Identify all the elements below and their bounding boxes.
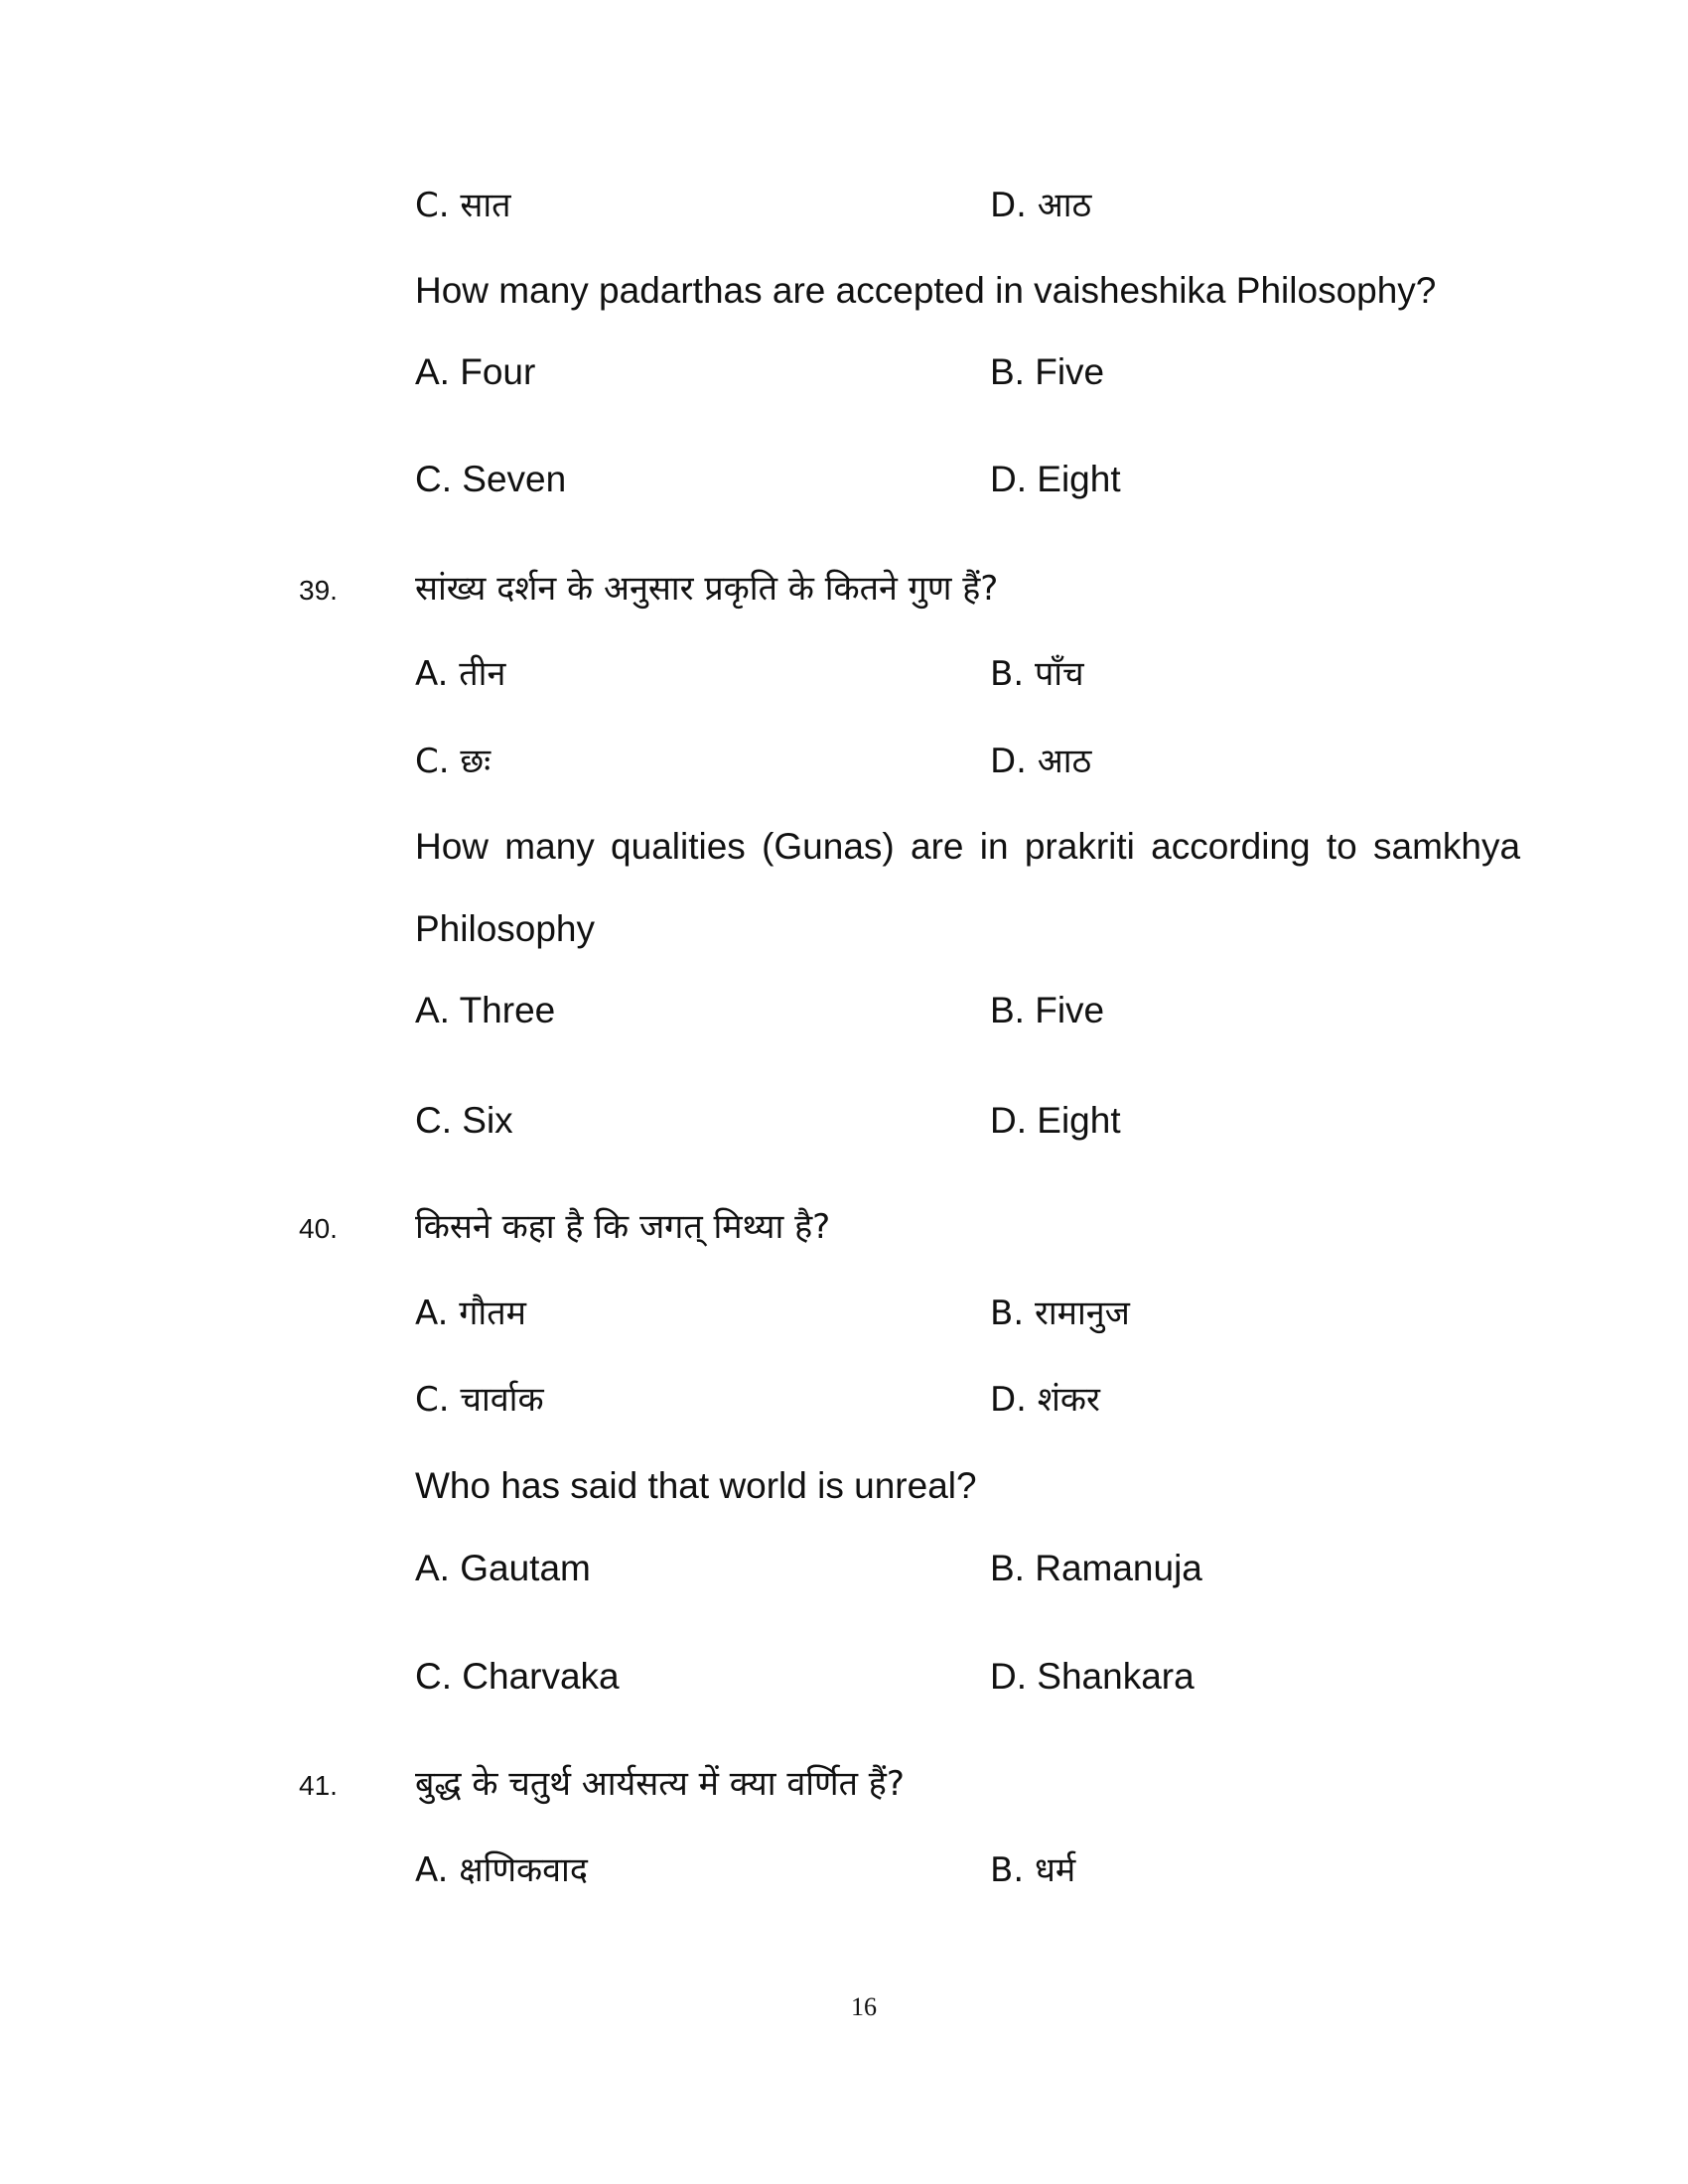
q41-hindi-option-a: A. क्षणिकवाद bbox=[415, 1850, 588, 1890]
q39-english-question-line2: Philosophy bbox=[415, 908, 596, 949]
q38-hindi-option-c: C. सात bbox=[415, 186, 511, 225]
question-number-40: 40. bbox=[299, 1213, 338, 1244]
q41-hindi-option-b: B. धर्म bbox=[990, 1850, 1076, 1890]
q39-english-option-b: B. Five bbox=[990, 990, 1105, 1030]
q39-english-option-a: A. Three bbox=[415, 990, 556, 1030]
q38-english-option-a: A. Four bbox=[415, 351, 536, 392]
q39-english-question-line1: How many qualities (Gunas) are in prakriti according to samkhya bbox=[415, 826, 1521, 867]
q40-hindi-question: किसने कहा है कि जगत् मिथ्या है? bbox=[415, 1207, 831, 1247]
q40-hindi-option-a: A. गौतम bbox=[415, 1294, 526, 1333]
q39-hindi-option-c: C. छः bbox=[415, 742, 492, 781]
q38-english-option-c: C. Seven bbox=[415, 459, 567, 499]
q40-hindi-option-c: C. चार्वाक bbox=[415, 1380, 544, 1420]
q40-english-option-b: B. Ramanuja bbox=[990, 1548, 1202, 1588]
q38-english-option-d: D. Eight bbox=[990, 459, 1121, 499]
q40-hindi-option-d: D. शंकर bbox=[990, 1380, 1100, 1420]
q40-english-option-c: C. Charvaka bbox=[415, 1656, 620, 1697]
q41-hindi-question: बुद्ध के चतुर्थ आर्यसत्य में क्या वर्णित हैं? bbox=[415, 1764, 905, 1804]
q39-hindi-question: सांख्य दर्शन के अनुसार प्रकृति के कितने गुण हैं? bbox=[415, 569, 999, 609]
q38-english-question: How many padarthas are accepted in vaisheshika Philosophy? bbox=[415, 270, 1437, 311]
q38-english-option-b: B. Five bbox=[990, 351, 1105, 392]
q39-hindi-option-a: A. तीन bbox=[415, 654, 506, 694]
q39-english-option-d: D. Eight bbox=[990, 1100, 1121, 1141]
q39-hindi-option-d: D. आठ bbox=[990, 742, 1092, 781]
q39-hindi-option-b: B. पाँच bbox=[990, 654, 1084, 694]
q40-english-question: Who has said that world is unreal? bbox=[415, 1465, 977, 1506]
question-number-41: 41. bbox=[299, 1770, 338, 1801]
question-number-39: 39. bbox=[299, 575, 338, 606]
q40-hindi-option-b: B. रामानुज bbox=[990, 1294, 1130, 1333]
q40-english-option-a: A. Gautam bbox=[415, 1548, 591, 1588]
q38-hindi-option-d: D. आठ bbox=[990, 186, 1092, 225]
q40-english-option-d: D. Shankara bbox=[990, 1656, 1195, 1697]
q39-english-option-c: C. Six bbox=[415, 1100, 513, 1141]
page-number: 16 bbox=[851, 1992, 877, 2021]
